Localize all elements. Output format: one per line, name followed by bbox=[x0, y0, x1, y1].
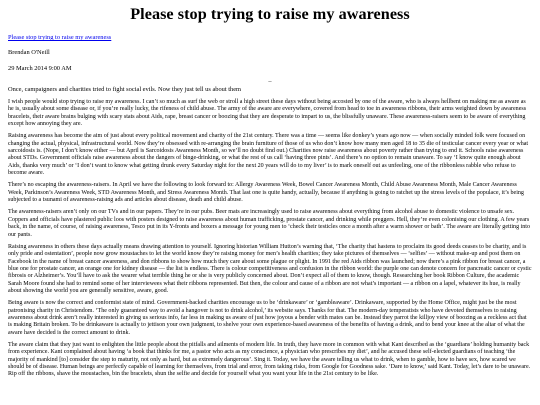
author-name: Brendan O'Neill bbox=[8, 49, 50, 56]
article-paragraph: Raising awareness has become the aim of just about every political movement and charity of the 21st century. There was a time — seems like donkey’s years ago now — when socially minded folk were focused on changing the actual, physical, infrastructural world. Now they’re obsessed with re-arranging the brain furniture of those of us who don’t know how many men aged 18 to 35 die of testicular cancer every year or what sarcoidosis is. (Nope, I don’t know either — but April is Sarcoidosis Awareness Month, so we’ll no doubt find out.) Charities now raise awareness about poverty rather than trying to end it. Schools raise awareness about STDs. Government officials raise awareness about the dangers of binge-drinking, or what the rest of us call ‘having three pints’. And there’s no option to remain unaware. To say ‘I know quite enough about Aids, thanks very much’ or ‘I don’t want to know what getting drunk every Saturday night for the next 20 years will do to my liver’ is to mark oneself out as unfeeling, one of the ribbonless rabble who refuse to become aware. bbox=[8, 133, 529, 177]
article-paragraph: The aware claim that they just want to enlighten the little people about the pitfalls and ailments of modern life. In truth, they have more in common with what Kant described as the ‘guardians’ holding humanity back from experience. Kant complained about having ‘a book that thinks for me, a pastor who acts as my conscience, a physician who prescribes my diet’, and he accused these self-elected guardians of teaching ‘the majority of mankind [to] consider the step to maturity, not only as hard, but as extremely dangerous’. Sing it. Today, we have the aware telling us what to drink, when to gamble, how to have sex, how scared we should be of disease. Human beings are perfectly capable of learning for themselves, from trial and error, from taking risks, from Google for Goodness sake. ‘Dare to know,’ said Kant. Today, let’s dare to be unaware. Rip off the ribbons, shave the moustaches, bin the bracelets, shun the selfie and decide for yourself what you want your life in the 21st century to be like. bbox=[8, 341, 531, 378]
article-standfirst: Once, campaigners and charities tried to fight social evils. Now they just tell us about them bbox=[8, 86, 242, 93]
separator-dash: – bbox=[268, 78, 272, 85]
publish-date: 29 March 2014 9:00 AM bbox=[8, 65, 72, 72]
article-paragraph: There’s no escaping the awareness-raisers. In April we have the following to look forward to: Allergy Awareness Week, Bowel Cancer Awareness Month, Child Abuse Awareness Month, Male Cancer Awareness Week, Parkinson’s Awareness Week, STD Awareness Month, and Stress Awareness Month. That last one is quite handy, actually, because if anything is going to ratchet up the stress levels of the populace, it’s being subjected to a tsunami of awareness-raising ads and articles about disease, death and child abuse. bbox=[8, 182, 524, 204]
article-title: Please stop trying to raise my awareness bbox=[130, 5, 410, 23]
article-paragraph: Raising awareness in others these days actually means drawing attention to yourself. Ignoring historian William Hutton’s warning that, ‘The charity that hastens to proclaim its good deeds ceases to be charity, and is only pride and ostentation’, people now grow moustaches to let the world know they’re raising money for men’s health charities; they take pictures of themselves — ‘selfies’ — without make-up and post them on Facebook in the name of breast cancer awareness, and don ribbons to show how much they care about some plague or plight. In 1991 the red Aids ribbon was launched; now there’s a pink ribbon for breast cancer, a blue one for prostate cancer, an orange one for kidney disease — the list is endless. There is colour competitiveness and confusion in the ribbon world: the purple one can denote concern for pancreatic cancer or cystic fibrosis or Alzheimer’s. You’ll have to ask the wearer what terrible thing he or she is very publicly concerned about. Don’t expect all of them to know, though. Researching her book Ribbon Culture, the academic Sarah Moore found she had to remind some of her interviewees what their ribbons represented. But then, the colour and cause of a ribbon are not what’s important — a ribbon on a lapel, whatever its hue, is really about showing the world you are generally sensitive, aware, good. bbox=[8, 243, 532, 294]
article-paragraph: I wish people would stop trying to raise my awareness. I can’t so much as surf the web or stroll a high street these days without being accosted by one of the aware, who is always hellbent on making me as aware as he is, usually about some disease or, if you’re really lucky, the rifeness of child abuse. The army of the aware are everywhere, covered from head to toe in awareness ribbons, their arms weighted down by awareness bracelets, their aware brains bulging with scary stats about Aids, rape, breast cancer or boozing that they are desperate to impart to us, the blissfully unaware. These awareness-raisers seem to be aware of everything except how annoying they are. bbox=[8, 99, 527, 128]
article-paragraph: Being aware is now the correct and conformist state of mind. Government-backed charities encourage us to be ‘drinkaware’ or ‘gambleaware’. Drinkaware, supported by the Home Office, might just be the most patronising charity in Christendom. ‘The only guaranteed way to avoid a hangover is not to drink alcohol,’ its website says. Thanks for that. The modern-day temperatists who have devoted themselves to raising awareness about drink aren’t really interested in giving us serious info, far less in making us aware of just how joyous a bender with mates can be. Instead they parrot the killjoy view of boozing as a reckless act that is making Britain broken. To be drinkaware is actually to jettison your own judgment, to shelve your own experience-based awareness of the benefits of having a drink, and to bend your knee at the altar of what the aware have decided is the correct amount to drink. bbox=[8, 300, 527, 336]
article-permalink[interactable]: Please stop trying to raise my awareness bbox=[8, 34, 112, 41]
article-paragraph: The awareness-raisers aren’t only on our TVs and in our papers. They’re in our pubs. Beer mats are increasingly used to raise awareness about everything from alcohol abuse to domestic violence to unsafe sex. Coppers and officials have plastered public loos with posters designed to raise awareness about human trafficking, prostate cancer, and drinking while preggers. Hell, they’re even colonising our clothing. A few years back, in the name, of course, of raising awareness, Tesco put in its Y-fronts and boxers a message for young men to ‘check their testicles once a month after a warm shower or bath’. The aware are literally getting into our pants. bbox=[8, 209, 531, 238]
